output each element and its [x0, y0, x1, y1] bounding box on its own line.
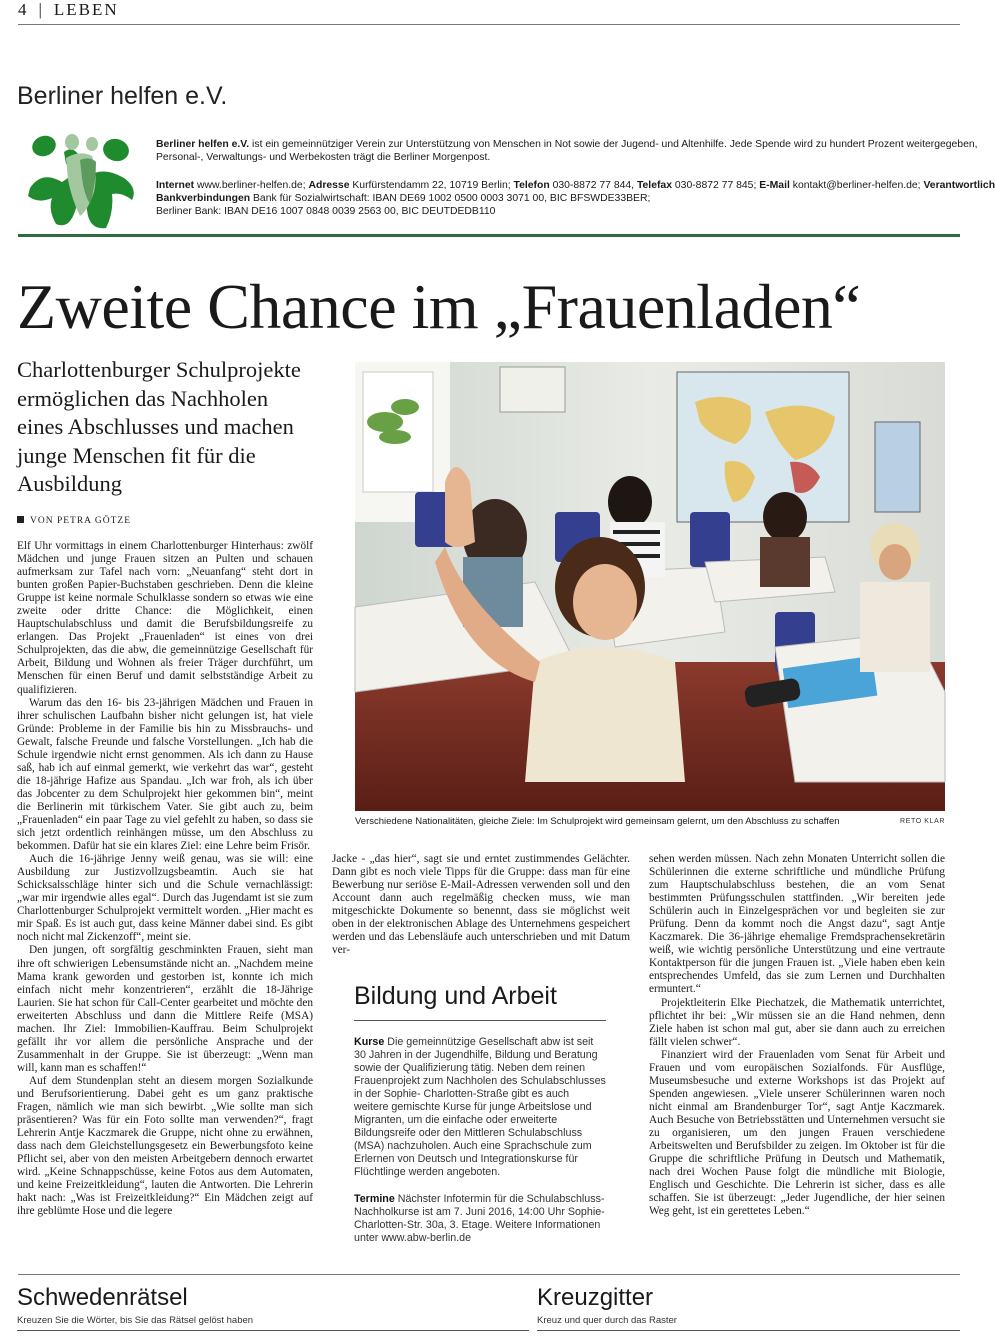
internet-value: www.berliner-helfen.de; [194, 179, 309, 191]
org-title: Berliner helfen e.V. [17, 82, 228, 110]
photo-caption: Verschiedene Nationalitäten, gleiche Ziele: Im Schulprojekt wird gemeinsam gelernt, um den Abschluss zu schaffen [355, 816, 840, 827]
org-contact [156, 179, 995, 219]
page-header [18, 0, 119, 18]
infobox-termine [354, 1193, 606, 1245]
berliner-helfen-logo [22, 130, 140, 232]
org-lead-name: Berliner helfen e.V. [156, 139, 250, 150]
infobox-kurse [354, 1036, 606, 1180]
kurse-text: Die gemeinnützige Gesellschaft abw ist seit 30 Jahren in der Jugendhilfe, Bildung und Beratung sowie der Qualifizierung tätig. Neben dem reinen Frauenprojekt zum Nachholen des Schulabschlusses in der Sophie- Charlotten-Straße gibt es auch weitere gemischte Kurse für junge Arbeitslose und Migranten, um die einfache oder erweiterte Bildungsreife oder den Mittleren Schulabschluss (MSA) nachzuholen. Auch eine Sprachschule zum Erlernen von Deutsch und Integrationskurse für Flüchtlinge werden angeboten. [354, 1036, 606, 1179]
fax-value: 030-8872 77 845; [672, 179, 760, 191]
org-desc-line2: Personal-, Verwaltungs- und Werbekosten trägt die Berliner Morgenpost. [156, 152, 491, 164]
bank-label: Bankverbindungen [156, 192, 251, 204]
org-description [156, 138, 978, 165]
responsible-label: Verantwortlich [923, 179, 995, 191]
puzzle-title-kreuzgitter: Kreuzgitter [537, 1284, 654, 1311]
bank-value-2: Berliner Bank: IBAN DE16 1007 0848 0039 2563 00, BIC DEUTDEDB110 [156, 206, 496, 218]
article-column-1 [17, 540, 313, 1218]
byline-text: VON PETRA GÖTZE [30, 516, 132, 526]
address-label: Adresse [308, 179, 350, 191]
paragraph: Auch die 16-jährige Jenny weiß genau, was sie will: eine Ausbildung zur Justizvollzugsbeamtin. Auch sie hat Schicksalsschläge hinter sich und die Schule vernachlässigt: „war mir irgendwie alles egal“. Durch das Jugendamt ist sie zum Charlottenburger Schulprojekt vermittelt worden. „Hier macht es mir Spaß. Es ist auch gut, dass keine Männer dabei sind. Es gibt noch nicht mal Zickenzoff“, meint sie. [17, 853, 313, 944]
termine-text: Nächster Infotermin für die Schulabschluss-Nachholkurse ist am 7. Juni 2016, 14:00 Uhr Sophie-Charlotten-Str. 30a, 3. Etage. Weitere Informationen unter www.abw-berlin.de [354, 1192, 605, 1244]
article-headline: Zweite Chance im „Frauenladen“ [17, 271, 861, 342]
puzzle-title-schwedenraetsel: Schwedenrätsel [17, 1284, 188, 1311]
paragraph: Projektleiterin Elke Piechatzek, die Mathematik unterrichtet, pflichtet ihr bei: „Wir müssen sie an die Hand nehmen, denn Ziele haben ist schon mal gut, aber sie dann auch zu erreichen fällt vielen schwer“. [649, 996, 945, 1048]
address-value: Kurfürstendamm 22, 10719 Berlin; [349, 179, 514, 191]
phone-value: 030-8872 77 844, [549, 179, 637, 191]
paragraph: Auf dem Stundenplan steht an diesem morgen Sozialkunde und Berufsorientierung. Dabei geht es um ganz praktische Fragen, nämlich wie man sich bewirbt. „Wie sollte man sich präsentieren? Was für ein Foto sollte man verwenden?“, fragt Lehrerin Antje Kaczmarek die Gruppe, nicht ohne zu erwähnen, dass nach dem Gleichstellungsgesetz ein Bewerbungsfoto keine Pflicht sei, aber von den meisten Arbeitgebern dennoch erwartet wird. „Keine Schnappschüsse, keine Fotos aus dem Automaten, und keine Freizeitkleidung“, lauten die Antworten. Die Lehrerin hakt nach: „Was ist Freizeitkleidung?“ Ein Mädchen zeigt auf ihre geblümte Hose und die legere [17, 1074, 313, 1218]
article-column-3 [649, 853, 945, 1218]
paragraph: sehen werden müssen. Nach zehn Monaten Unterricht sollen die Schülerinnen die externe schriftliche und mündliche Prüfung zum Hauptschulabschluss bestehen, die an vom Senat bestimmten Prüfungsschulen stattfinden. „Wir bereiten jede Schülerin auch in Einzelgesprächen vor und begleiten sie zur Prüfung. Denn da kommt noch die Angst dazu“, sagt Antje Kaczmarek. Die 36-jährige ehemalige Fremdsprachensekretärin weiß, wie wichtig persönliche Unterstützung und eine vertraute Kontaktperson für die jungen Frauen ist. „Viele haben eben kein entsprechendes Umfeld, das sie zum Lernen und Durchhalten ermuntert.“ [649, 853, 945, 996]
article-subhead: Charlottenburger Schulprojekte ermöglichen das Nachholen eines Abschlusses und machen junge Menschen fit für die Ausbildung [17, 357, 301, 496]
article-column-2 [332, 853, 630, 957]
termine-label: Termine [354, 1192, 395, 1205]
kurse-label: Kurse [354, 1036, 385, 1048]
bank-value-1: Bank für Sozialwirtschaft: IBAN DE69 1002 0500 0003 3071 00, BIC BFSWDE33BER; [250, 192, 651, 204]
infobox-text [354, 1036, 606, 1258]
puzzle-rule-left [17, 1330, 529, 1331]
email-value: kontakt@berliner-helfen.de; [789, 179, 924, 191]
paragraph: Den jungen, oft sorgfältig geschminkten Frauen, sieht man ihre oft schwierigen Lebensumstände nicht an. „Nachdem meine Mama krank geworden und gestorben ist, konnte ich mich einfach nicht mehr konzentrieren“, erzählt die 18-Jährige Laurien. Sie hat schon für Call-Center gearbeitet und möchte den erweiterten Abschluss und dann die Mittlere Reife (MSA) machen. Ihr Ziel: Immobilien-Kauffrau. Beim Schulprojekt gefällt ihr vor allem die persönliche Ansprache und der Zusammenhalt in der Gruppe. Sie ist überzeugt: „Wenn man will, kann man es schaffen!“ [17, 944, 313, 1074]
puzzle-subtitle-kreuzgitter: Kreuz und quer durch das Raster [537, 1315, 677, 1326]
puzzle-rule-right [537, 1330, 960, 1331]
fax-label: Telefax [636, 179, 672, 191]
classroom-photo [355, 362, 945, 811]
puzzle-subtitle-schwedenraetsel: Kreuzen Sie die Wörter, bis Sie das Rätsel gelöst haben [17, 1315, 254, 1326]
photo-credit: RETO KLAR [900, 818, 945, 825]
section-name: LEBEN [53, 0, 119, 19]
infobox-rule [354, 1020, 606, 1021]
paragraph: Jacke - „das hier“, sagt sie und erntet zustimmendes Gelächter. Dann gibt es noch viele Tipps für die Gruppe: dass man für eine Bewerbung nur seriöse E-Mail-Adressen verwenden soll und den Account dann auch regelmäßig checken muss, wie man mitgeschickte Dokumente so benennt, dass sie möglichst weit oben in der elektronischen Ablage des Unternehmens gespeichert werden und das Lebensläufe auch unterschrieben und mit Datum ver- [332, 853, 630, 957]
org-info [156, 138, 995, 230]
paragraph: Finanziert wird der Frauenladen vom Senat für Arbeit und Frauen und vom europäischen Sozialfonds. Für Ausflüge, Museumsbesuche und externe Workshops ist das Projekt auf Spenden angewiesen. „Viele unserer Schülerinnen waren noch nicht einmal am Brandenburger Tor“, sagt Antje Kaczmarek. Auch Besuche von Betriebsstätten und Unternehmen versucht sie zu organisieren, um den jungen Frauen verschiedene Arbeitswelten und Berufsbilder zu zeigen. Im Oktober ist für die Gruppe die schriftliche Prüfung in Deutsch und Mathematik, nach drei Wochen Pause folgt die mündliche mit Biologie, Englisch und Geschichte. Die Lehrerin ist sicher, dass es alle schaffen. Sie ist überzeugt: „Jeder Jugendliche, der hier seinen Weg geht, ist ein gerettetes Leben.“ [649, 1048, 945, 1218]
org-desc-line1: ist ein gemeinnütziger Verein zur Unterstützung von Menschen in Not sowie der Jugend- und Altenhilfe. Jede Spende wird zu hundert Prozent weitergegeben, [249, 139, 978, 150]
infobox-title: Bildung und Arbeit [354, 982, 557, 1010]
internet-label: Internet [156, 179, 195, 191]
paragraph: Warum das den 16- bis 23-jährigen Mädchen und Frauen in ihrer schulischen Laufbahn bisher nicht gelungen ist, hat viele Gründe: Probleme in der Familie bis hin zu Missbrauchs- und Gewalt, falsche Freunde und falsche Vorstellungen. „Ich hab die Schule irgendwie nicht ernst genommen. Als ich dann zu Hause saß, hab ich auf einmal gemerkt, wie verkehrt das war“, gesteht die 18-jährige Hafize aus Spandau. „Ich war froh, als ich über das Jobcenter zu dem Schulprojekt hier gekommen bin“, meint die Berlinerin mit türkischem Vater. Sie gibt auch zu, beim „Frauenladen“ ein paar Tage zu viel gefehlt zu haben, so dass sie sich jetzt ordentlich reinhängen müsse, um den Abschluss zu bekommen. Dafür hat sie ein klares Ziel: eine Lehre beim Frisör. [17, 696, 313, 853]
email-label: E-Mail [759, 179, 790, 191]
paragraph: Elf Uhr vormittags in einem Charlottenburger Hinterhaus: zwölf Mädchen und junge Frauen sitzen an Pulten und schauen aufmerksam zur Tafel nach vorn: „Neuanfang“ steht dort in bunten großen Papier-Buchstaben geschrieben. Denn die kleine Gruppe ist keine normale Schulklasse sondern so etwas wie eine zweite oder dritte Chance: die Möglichkeit, einen Hauptschulabschluss und damit die Berufsbildungsreife zu erlangen. Das Projekt „Frauenladen“ ist eines von drei Schulprojekten, das die abw, die gemeinnützige Gesellschaft für Arbeit, Bildung und Wohnen als freier Träger durchführt, um Menschen für einen Beruf und damit selbstständige Arbeit zu qualifizieren. [17, 540, 313, 696]
byline-square-icon [17, 516, 24, 523]
page-number: 4 [18, 0, 29, 19]
footer-rule [18, 1274, 960, 1275]
phone-label: Telefon [513, 179, 550, 191]
header-rule [18, 24, 960, 25]
article-byline [17, 516, 131, 526]
org-green-rule [18, 234, 960, 237]
header-separator: | [38, 0, 44, 19]
